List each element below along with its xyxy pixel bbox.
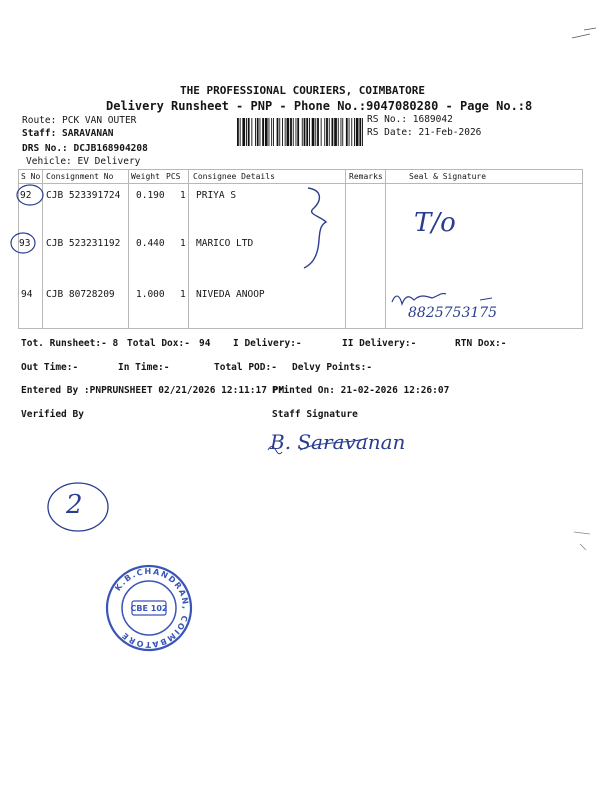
page-circle-number: 2 bbox=[66, 490, 83, 520]
col-divider bbox=[42, 169, 43, 329]
barcode-bar bbox=[341, 118, 342, 146]
dash-mark bbox=[480, 298, 492, 300]
header-weight: Weight bbox=[131, 172, 160, 181]
table-header-border bbox=[18, 183, 583, 184]
row-consignee: PRIYA S bbox=[196, 190, 237, 201]
barcode-bar bbox=[246, 118, 247, 146]
table-left-border bbox=[18, 169, 19, 329]
barcode-image bbox=[237, 118, 363, 146]
total-dox-value: 94 bbox=[199, 338, 211, 349]
row-sno: 92 bbox=[20, 190, 32, 201]
delvy-points: Delvy Points:- bbox=[292, 362, 373, 373]
barcode-bar bbox=[334, 118, 337, 146]
staff-text: Staff: SARAVANAN bbox=[22, 128, 114, 139]
row-pcs: 1 bbox=[180, 190, 186, 201]
stamp-ring-text: K.B.CHANDRAN, COIMBATORE bbox=[113, 566, 191, 650]
barcode-bar bbox=[285, 118, 286, 146]
barcode-bar bbox=[312, 118, 315, 146]
col-divider bbox=[345, 169, 346, 329]
barcode-bar bbox=[356, 118, 359, 146]
staff-signature-handwriting: B. Saravanan bbox=[270, 430, 406, 454]
header-consignment: Consignment No bbox=[46, 172, 114, 181]
row-consignee: MARICO LTD bbox=[196, 238, 254, 249]
row-pcs: 1 bbox=[180, 289, 186, 300]
col-divider bbox=[385, 169, 386, 329]
row-consignment: CJB 80728209 bbox=[46, 289, 115, 300]
in-time: In Time:- bbox=[118, 362, 170, 373]
row-sno: 93 bbox=[19, 238, 31, 249]
row-consignee: NIVEDA ANOOP bbox=[196, 289, 265, 300]
col-divider bbox=[188, 169, 189, 329]
barcode-bar bbox=[346, 118, 348, 146]
barcode-bar bbox=[321, 118, 322, 146]
barcode-bar bbox=[297, 118, 299, 146]
total-pod: Total POD:- bbox=[214, 362, 277, 373]
barcode-bar bbox=[293, 118, 294, 146]
edge-mark bbox=[574, 532, 590, 550]
table-right-border bbox=[582, 169, 583, 329]
barcode-bar bbox=[315, 118, 316, 146]
barcode-bar bbox=[362, 118, 363, 146]
barcode-bar bbox=[324, 118, 325, 146]
verified-by: Verified By bbox=[21, 409, 84, 420]
phone-handwriting: 8825753175 bbox=[408, 305, 498, 321]
barcode-bar bbox=[237, 118, 239, 146]
barcode-bar bbox=[273, 118, 274, 146]
barcode-bar bbox=[269, 118, 270, 146]
barcode-bar bbox=[359, 118, 361, 146]
header-consignee: Consignee Details bbox=[193, 172, 275, 181]
barcode-bar bbox=[251, 118, 252, 146]
barcode-bar bbox=[260, 118, 261, 146]
out-time: Out Time:- bbox=[21, 362, 79, 373]
brace-mark bbox=[304, 188, 326, 268]
route-text: Route: PCK VAN OUTER bbox=[22, 115, 137, 126]
barcode-bar bbox=[317, 118, 319, 146]
table-bottom-border bbox=[18, 328, 583, 329]
barcode-bar bbox=[302, 118, 303, 146]
tot-runsheet: Tot. Runsheet:- 8 bbox=[21, 338, 119, 349]
barcode-bar bbox=[248, 118, 250, 146]
barcode-bar bbox=[332, 118, 334, 146]
entered-by: Entered By :PNPRUNSHEET 02/21/2026 12:11:17 PM bbox=[21, 385, 285, 396]
barcode-bar bbox=[329, 118, 330, 146]
rs-number: RS No.: 1689042 bbox=[367, 114, 453, 125]
vehicle-text: Vehicle: EV Delivery bbox=[26, 156, 141, 167]
barcode-bar bbox=[306, 118, 308, 146]
barcode-bar bbox=[296, 118, 297, 146]
company-stamp bbox=[104, 563, 194, 653]
barcode-bar bbox=[257, 118, 259, 146]
row-weight: 1.000 bbox=[136, 289, 165, 300]
row-consignment: CJB 523391724 bbox=[46, 190, 121, 201]
barcode-bar bbox=[277, 118, 279, 146]
header-seal: Seal & Signature bbox=[409, 172, 487, 181]
ii-delivery: II Delivery:- bbox=[342, 338, 417, 349]
row-pcs: 1 bbox=[180, 238, 186, 249]
row-weight: 0.440 bbox=[136, 238, 165, 249]
row-consignment: CJB 523231192 bbox=[46, 238, 121, 249]
barcode-bar bbox=[351, 118, 352, 146]
barcode-bar bbox=[326, 118, 328, 146]
barcode-bar bbox=[349, 118, 350, 146]
barcode-bar bbox=[271, 118, 272, 146]
company-title: THE PROFESSIONAL COURIERS, COIMBATORE bbox=[180, 84, 426, 97]
barcode-bar bbox=[338, 118, 339, 146]
to-handwriting: T/o bbox=[414, 208, 456, 238]
runsheet-subtitle: Delivery Runsheet - PNP - Phone No.:9047080280 - Page No.:8 bbox=[106, 99, 533, 113]
barcode-bar bbox=[354, 118, 355, 146]
barcode-bar bbox=[304, 118, 306, 146]
header-pcs: PCS bbox=[166, 172, 181, 181]
i-delivery: I Delivery:- bbox=[233, 338, 302, 349]
col-divider bbox=[128, 169, 129, 329]
signature-scribble bbox=[392, 293, 446, 304]
row-weight: 0.190 bbox=[136, 190, 165, 201]
barcode-bar bbox=[287, 118, 290, 146]
total-dox-label: Total Dox:- bbox=[127, 338, 190, 349]
stamp-center-text: CBE 102 bbox=[130, 604, 168, 613]
barcode-bar bbox=[262, 118, 264, 146]
barcode-bar bbox=[279, 118, 280, 146]
barcode-bar bbox=[255, 118, 256, 146]
header-sno: S No bbox=[21, 172, 41, 181]
drs-number: DRS No.: DCJB168904208 bbox=[22, 143, 148, 154]
barcode-bar bbox=[290, 118, 292, 146]
header-remarks: Remarks bbox=[349, 172, 383, 181]
row-sno: 94 bbox=[21, 289, 33, 300]
barcode-bar bbox=[240, 118, 241, 146]
staff-signature-label: Staff Signature bbox=[272, 409, 358, 420]
rtn-dox: RTN Dox:- bbox=[455, 338, 507, 349]
barcode-bar bbox=[242, 118, 245, 146]
barcode-bar bbox=[342, 118, 343, 146]
barcode-bar bbox=[265, 118, 268, 146]
barcode-bar bbox=[282, 118, 283, 146]
rs-date: RS Date: 21-Feb-2026 bbox=[367, 127, 482, 138]
printed-on: Printed On: 21-02-2026 12:26:07 bbox=[272, 385, 450, 396]
edge-mark bbox=[572, 28, 596, 38]
barcode-bar bbox=[309, 118, 310, 146]
table-top-border bbox=[18, 169, 583, 170]
